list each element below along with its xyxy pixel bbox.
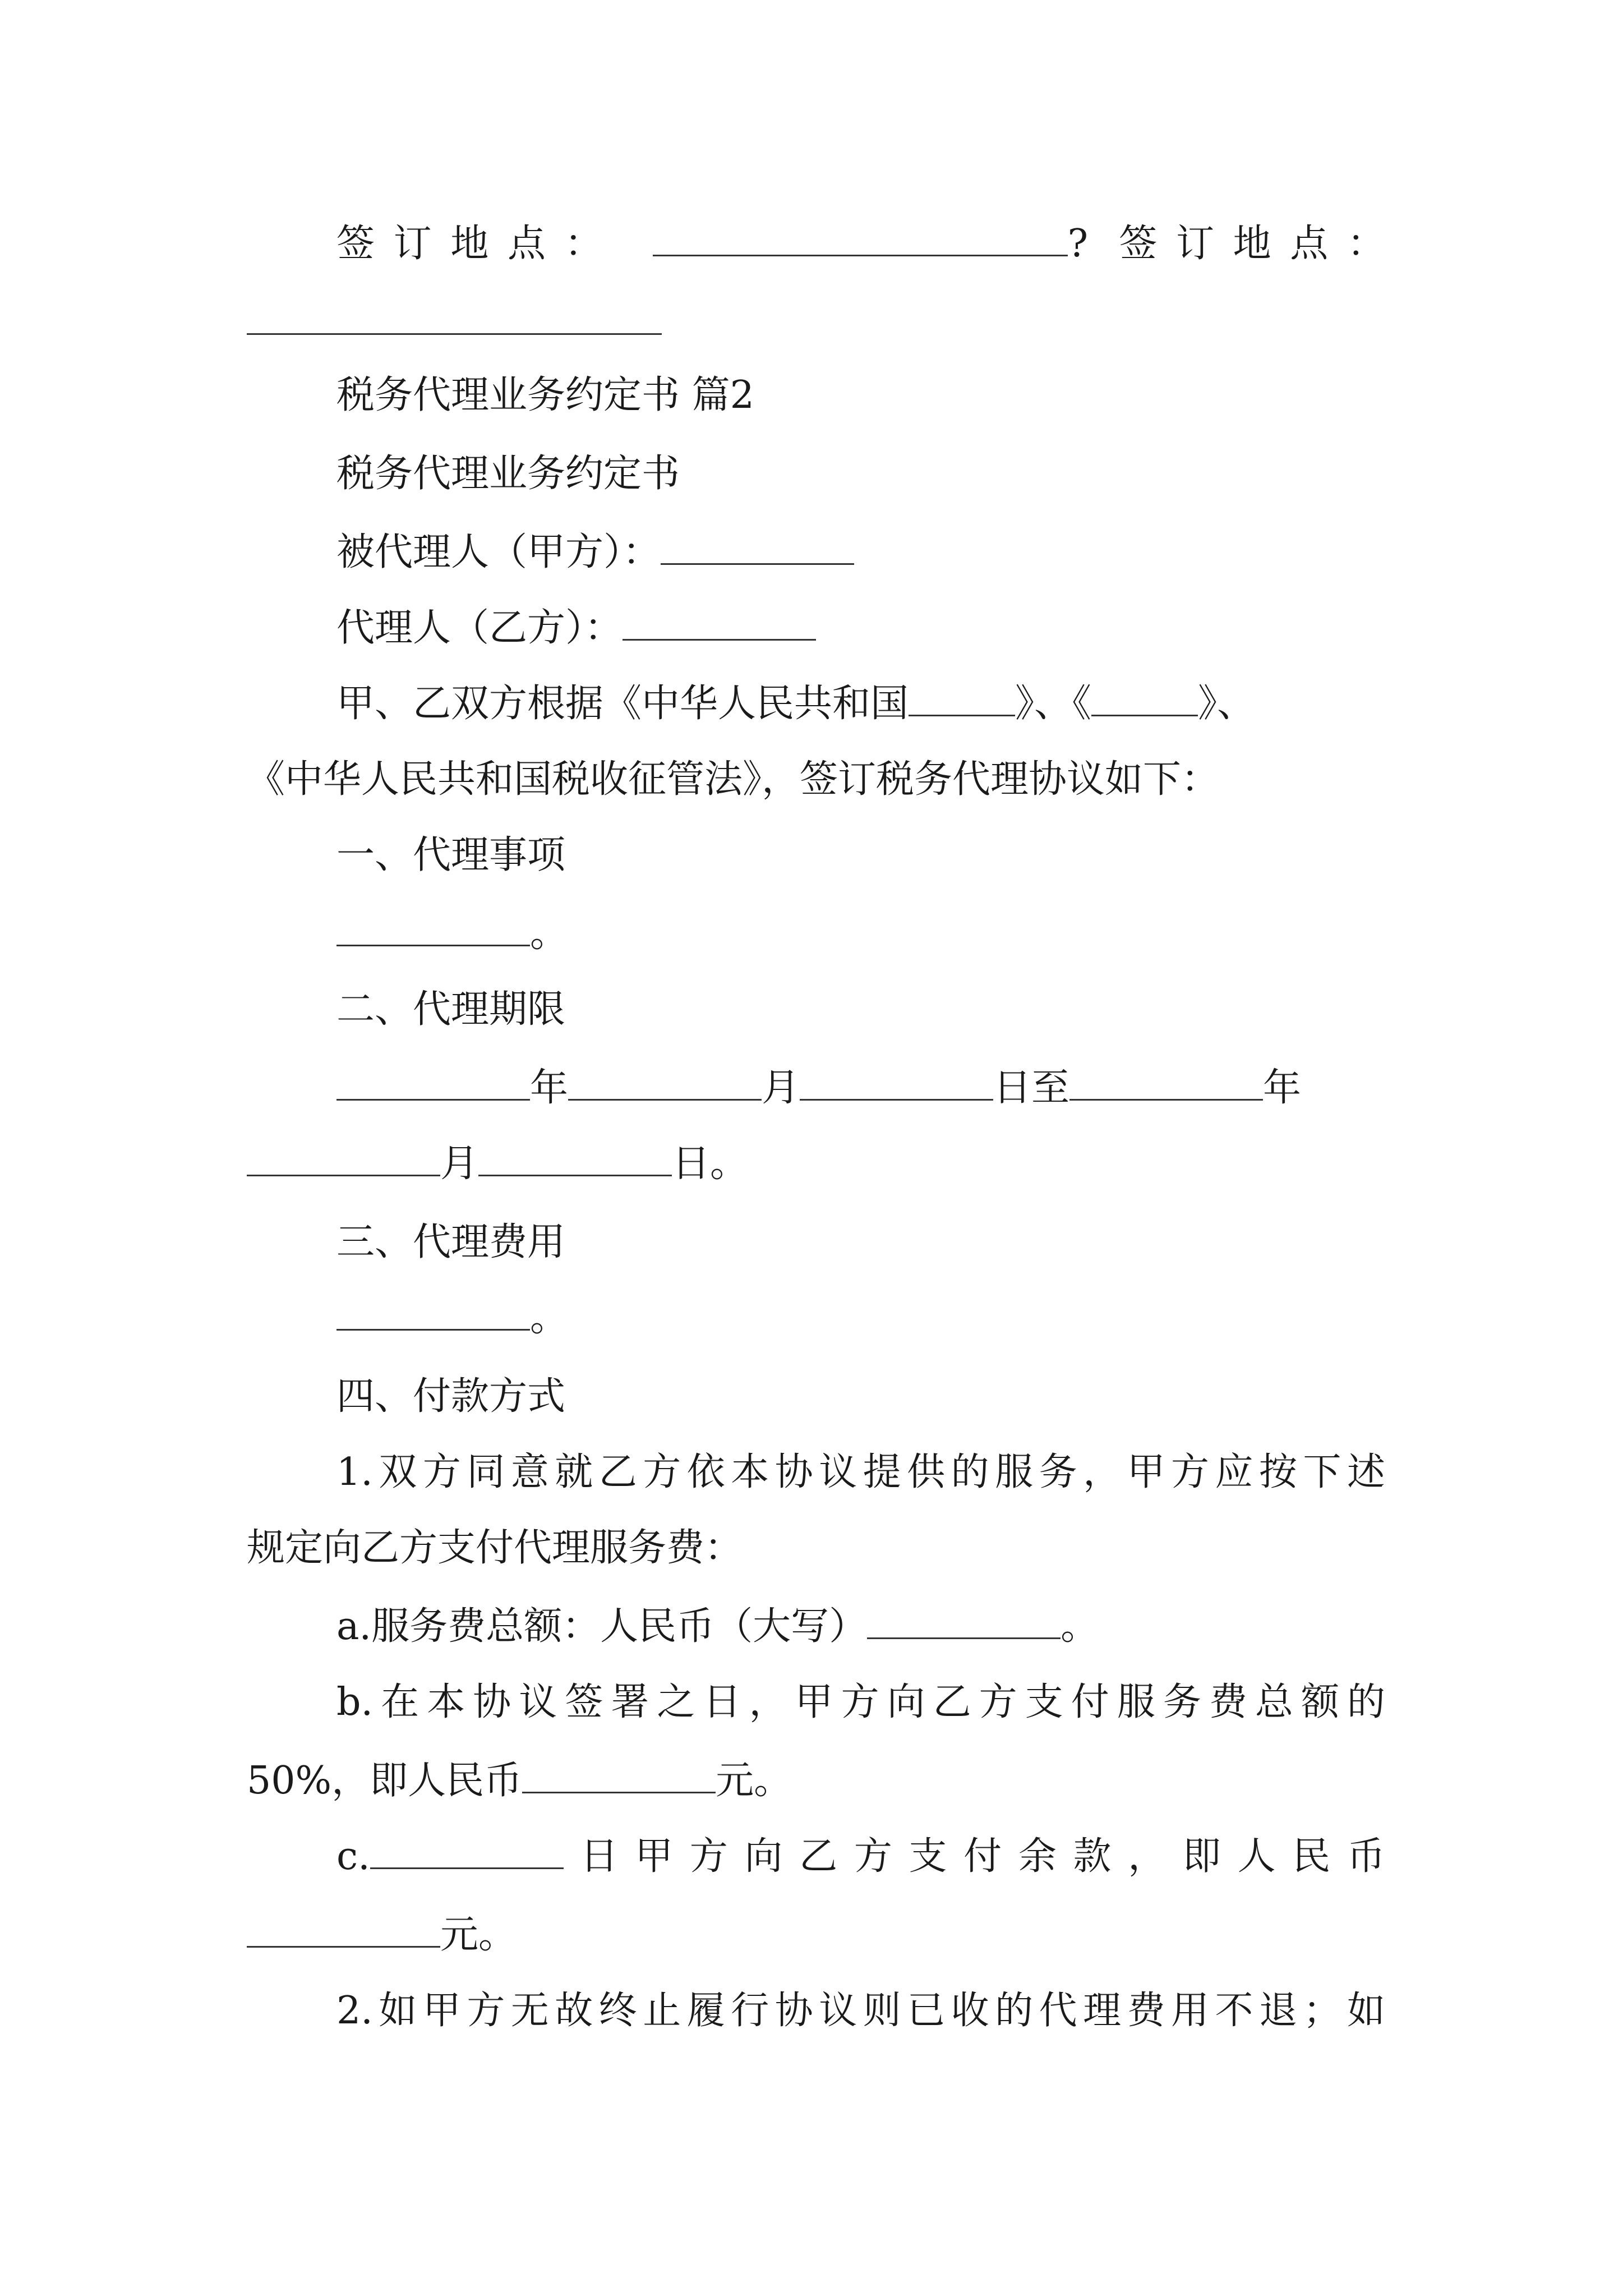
section-1-period: 。	[530, 912, 569, 956]
end-month-blank	[247, 1141, 440, 1176]
clause-c-text: 日甲方向乙方支付余款，即人民币	[563, 1834, 1385, 1879]
clause-a-period: 。	[1061, 1604, 1099, 1649]
party-b-label: 代理人（乙方）：	[336, 606, 623, 650]
section-3-heading: 三、代理费用	[336, 1220, 566, 1264]
law-blank-2	[1091, 681, 1198, 716]
signing-place-label-2: 签订地点：	[1119, 222, 1385, 266]
section-1-heading: 一、代理事项	[336, 833, 566, 877]
date-range-line-2	[247, 1139, 1385, 1189]
start-month-blank	[568, 1065, 762, 1101]
signing-place-separator: ?	[1067, 222, 1089, 266]
payment-clause-1-line-1: 1.双方同意就乙方依本协议提供的服务，甲方应按下述	[336, 1450, 1385, 1494]
agency-matter-blank	[336, 911, 530, 946]
party-a-label: 被代理人（甲方）：	[336, 530, 661, 574]
start-day-blank	[800, 1065, 993, 1101]
start-year-blank	[336, 1065, 530, 1101]
month-label-2: 月	[440, 1142, 479, 1186]
section-1-content	[336, 909, 1475, 959]
date-range-line-1	[336, 1063, 1475, 1114]
section-3-period: 。	[530, 1296, 569, 1340]
intro-text-3: 》、	[1198, 682, 1256, 726]
year-label-2: 年	[1263, 1066, 1302, 1110]
intro-text-1: 甲、乙双方根据《中华人民共和国	[336, 682, 909, 726]
payment-clause-1-line-2: 规定向乙方支付代理服务费：	[247, 1526, 743, 1570]
day-end-label: 日。	[672, 1142, 749, 1186]
section-3-content	[336, 1293, 1475, 1343]
clause-a-label: a.服务费总额：人民币（大写）	[336, 1604, 868, 1649]
document-title: 税务代理业务约定书	[336, 452, 680, 496]
agency-fee-blank	[336, 1295, 530, 1331]
section-2-heading: 二、代理期限	[336, 987, 566, 1032]
clause-b-line-1: b.在本协议签署之日，甲方向乙方支付服务费总额的	[336, 1680, 1385, 1724]
end-day-blank	[478, 1141, 672, 1176]
deposit-amount-blank	[522, 1758, 716, 1793]
clause-c-yuan: 元。	[440, 1913, 517, 1957]
balance-amount-blank	[247, 1912, 440, 1948]
end-year-blank	[1069, 1065, 1263, 1101]
signing-place-continuation	[247, 297, 1385, 348]
intro-line-1	[336, 679, 1475, 729]
clause-c-line-2	[247, 1910, 1385, 1961]
party-b-blank	[623, 605, 816, 641]
clause-b-percent: 50%，即人民币	[247, 1759, 523, 1803]
intro-text-2: 》、《	[1015, 682, 1092, 726]
signing-place-blank-2	[247, 300, 662, 335]
party-b-line	[336, 603, 1475, 654]
section-4-heading: 四、付款方式	[336, 1374, 566, 1419]
balance-date-blank	[370, 1834, 564, 1869]
party-a-blank	[661, 530, 854, 565]
total-fee-blank	[867, 1604, 1061, 1639]
signing-place-line	[336, 219, 1385, 269]
signing-place-blank	[653, 221, 1068, 256]
month-label: 月	[762, 1066, 800, 1110]
clause-b-yuan: 元。	[716, 1759, 792, 1803]
intro-line-2: 《中华人民共和国税收征管法》，签订税务代理协议如下：	[247, 757, 1220, 802]
payment-clause-2-line-1: 2.如甲方无故终止履行协议则已收的代理费用不退；如	[336, 1989, 1385, 2033]
document-heading-numbered: 税务代理业务约定书 篇2	[336, 373, 754, 417]
law-blank-1	[909, 681, 1015, 716]
clause-c-prefix: c.	[336, 1834, 370, 1879]
clause-b-line-2	[247, 1756, 1385, 1806]
party-a-line	[336, 527, 1475, 578]
clause-c-line-1	[336, 1832, 1385, 1882]
day-to-label: 日至	[993, 1066, 1070, 1110]
signing-place-label: 签订地点：	[336, 222, 622, 266]
year-label: 年	[530, 1066, 569, 1110]
clause-a-line	[336, 1602, 1475, 1652]
